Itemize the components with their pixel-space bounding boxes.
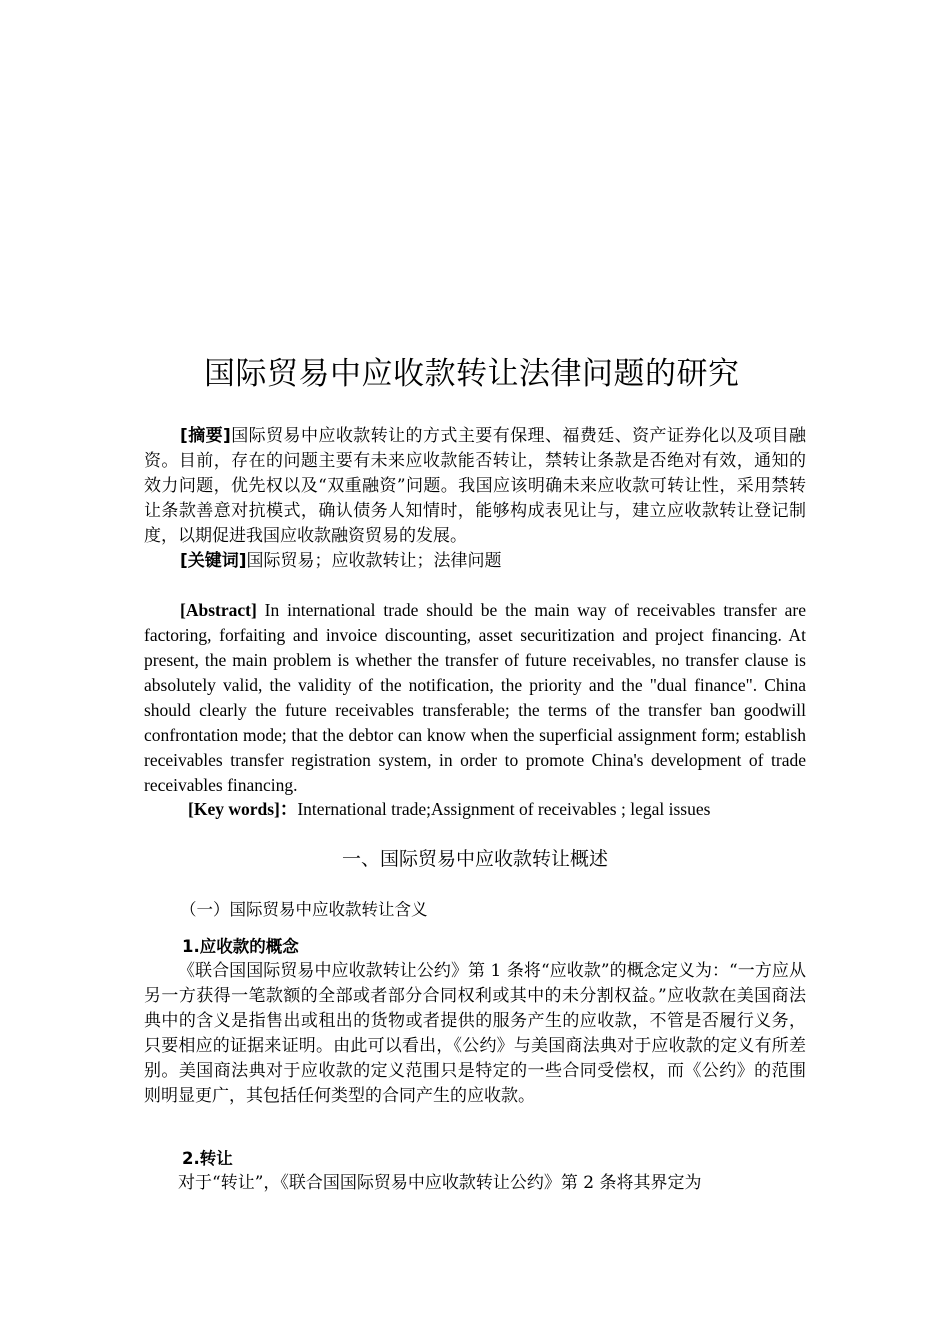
abstract-en-text: In international trade should be the main way of receivables transfer are factoring, forfaiting and invoice discounting, asset securitization and project financing. At present, the main problem is whether the transfer of future receivables, no transfer clause is absolutely valid, the validity of the notification, the priority and the "dual finance". China should clearly the future receivables transferable; the terms of the transfer ban goodwill confrontation mode; that the debtor can know when the superficial assignment form; establish receivables transfer registration system, in order to promote China's development of trade receivables financing. (144, 600, 806, 795)
item-1-body (144, 959, 806, 1109)
abstract-cn (144, 424, 806, 574)
item-2-body (144, 1171, 806, 1196)
item-1-heading: 1.应收款的概念 (182, 937, 299, 956)
section-1-heading: 一、国际贸易中应收款转让概述 (341, 848, 608, 870)
keywords-en-text: International trade;Assignment of receivables ; legal issues (297, 799, 711, 819)
item-2-heading: 2.转让 (182, 1149, 233, 1168)
abstract-cn-text: 国际贸易中应收款转让的方式主要有保理、福费廷、资产证券化以及项目融资。目前，存在的问题主要有未来应收款能否转让，禁转让条款是否绝对有效，通知的效力问题，优先权以及“双重融资”问题。我国应该明确未来应收款可转让性，采用禁转让条款善意对抗模式，确认债务人知情时，能够构成表见让与，建立应收款转让登记制度，以期促进我国应收款融资贸易的发展。 (144, 426, 806, 546)
abstract-cn-paragraph (144, 424, 806, 549)
keywords-en-label: [Key words] (188, 799, 280, 819)
keywords-en-sep: ： (279, 799, 298, 819)
abstract-cn-label: [摘要] (180, 426, 231, 446)
abstract-en (144, 598, 806, 798)
item-2-paragraph: 对于“转让”，《联合国国际贸易中应收款转让公约》第 2 条将其界定为 (178, 1173, 702, 1193)
keywords-cn-paragraph (144, 549, 806, 574)
document-title: 国际贸易中应收款转让法律问题的研究 (204, 356, 740, 392)
keywords-en (188, 797, 806, 822)
item-1-paragraph: 《联合国国际贸易中应收款转让公约》第 1 条将“应收款”的概念定义为：“一方应从另一方获得一笔款额的全部或者部分合同权利或其中的未分割权益。”应收款在美国商法典中的含义是指售出或租出的货物或者提供的服务产生的应收款，不管是否履行义务，只要相应的证据来证明。由此可以看出，《公约》与美国商法典对于应收款的定义有所差别。美国商法典对于应收款的定义范围只是特定的一些合同受偿权，而《公约》的范围则明显更广，其包括任何类型的合同产生的应收款。 (144, 961, 806, 1106)
keywords-cn-text: 国际贸易；应收款转让；法律问题 (246, 551, 502, 571)
abstract-en-paragraph (144, 598, 806, 798)
keywords-cn-label: [关键词] (180, 551, 247, 571)
abstract-en-label: [Abstract] (180, 600, 257, 620)
subsection-1-heading: （一）国际贸易中应收款转让含义 (180, 900, 428, 919)
